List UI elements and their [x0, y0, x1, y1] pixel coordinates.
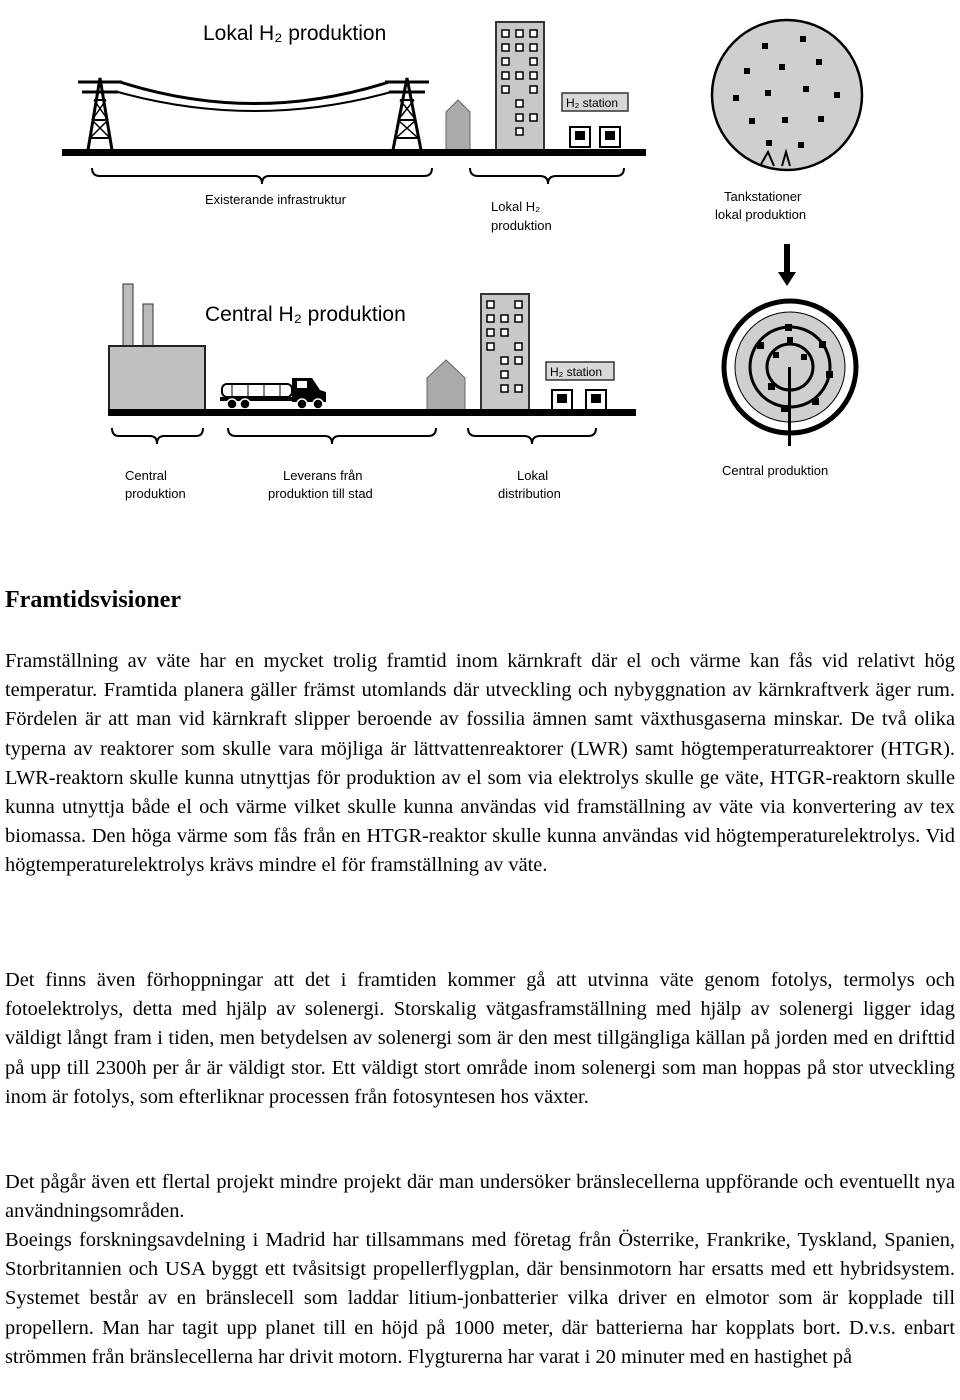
label-central-production: Central produktion [722, 463, 829, 478]
label-tank-stations-1: Tankstationer [724, 189, 802, 204]
label-tank-stations-2: lokal produktion [715, 207, 807, 222]
label-local-distribution-2: distribution [498, 486, 561, 501]
h2-station-top-label: H₂ station [566, 96, 619, 110]
building-bottom [481, 294, 529, 410]
ground-line-bottom [108, 409, 636, 416]
tanker-truck [220, 378, 326, 409]
h2-station-top [562, 93, 628, 147]
silo-bottom [427, 360, 465, 410]
label-local-production-1: Lokal H₂ [491, 199, 541, 214]
bottom-brackets [112, 428, 596, 444]
central-plant [109, 284, 205, 410]
paragraph-boeing: Boeings forskningsavdelning i Madrid har tillsammans med företag från Österrike, Frankrike, Tyskland, Spanien, Storbritannien och USA byggt ett tvåsitsigt propellerflygplan, där bensinmotorn har ersatts med ett hybridsystem. Systemet består av en bränslecell som laddar litium-jonbatterier vilka driver en elmotor som är kopplade till propellern. Man har tagit upp planet till en höjd på 1000 meter, där batterierna har kopplats bort. D.v.s. enbart strömmen från bränslecellerna har drivit motorn. Flygturerna har varat i 20 minuter med en hastighet på [5, 1229, 955, 1368]
page-heading: Framtidsvisioner [5, 587, 181, 613]
label-central-1: Central [125, 468, 167, 483]
h2-station-bottom-label: H₂ station [550, 365, 603, 379]
paragraph-projects: Det pågår även ett flertal projekt mindre projekt där man undersöker bränslecellerna uppförande och eventuellt nya användningsområden. [5, 1171, 955, 1223]
ground-line-top [62, 149, 646, 156]
label-local-production-2: produktion [491, 218, 552, 233]
label-infrastructure: Existerande infrastruktur [205, 192, 346, 207]
label-delivery-1: Leverans från [283, 468, 363, 483]
local-distribution-circle [712, 20, 862, 170]
down-arrow-icon [778, 244, 796, 286]
label-local-distribution-1: Lokal [517, 468, 549, 483]
central-distribution-circle [724, 301, 856, 446]
figure-bottom-title: Central H₂ produktion [205, 303, 406, 326]
h2-station-bottom [546, 362, 614, 410]
power-line-illustration [78, 78, 429, 150]
paragraph-solar: Det finns även förhoppningar att det i framtiden kommer gå att utvinna väte genom fotolys, termolys och fotoelektrolys, detta med hjälp av solenergi. Storskalig vätgasframställning med hjälp av solenergi ligger idag väldigt långt fram i tiden, men betydelsen av solenergi som är den mest tillgängliga källan på jorden med en drifttid på upp till 2300h per år är väldigt stor. Ett väldigt stort område inom solenergi som man hoppas på stor utveckling inom är fotolys, som efterliknar processen från fotosyntesen hos växter. [5, 969, 955, 1108]
label-central-2: produktion [125, 486, 186, 501]
top-brackets [92, 168, 624, 184]
paragraph-nuclear: Framställning av väte har en mycket trolig framtid inom kärnkraft där el och värme kan fås vid relativt hög temperatur. Framtida planera gäller främst utomlands där utveckling och nybyggnation av kärnkraftverk äger rum. Fördelen är att man vid kärnkraft slipper beroende av fossilia ämnen samt växthusgaserna minskar. De två olika typerna av reaktorer som skulle vara möjliga är lättvattenreaktorer (LWR) samt högtemperaturreaktorer (HTGR). LWR-reaktorn skulle kunna utnyttjas för produktion av el som via elektrolys skulle ge väte, HTGR-reaktorn skulle kunna utnyttja både el och värme vilket skulle kunna användas vid framställning av väte via konvertering av tex biomassa. Den höga värme som fås från en HTGR-reaktor skulle kunna användas vid högtemperaturelektrolys. Vid högtemperaturelektrolys krävs mindre el för framställning av väte. [5, 650, 955, 877]
building-top [496, 22, 544, 150]
silo-top [446, 100, 470, 150]
label-delivery-2: produktion till stad [268, 486, 373, 501]
hydrogen-production-figure [0, 0, 960, 530]
figure-top-title: Lokal H₂ produktion [203, 22, 387, 45]
